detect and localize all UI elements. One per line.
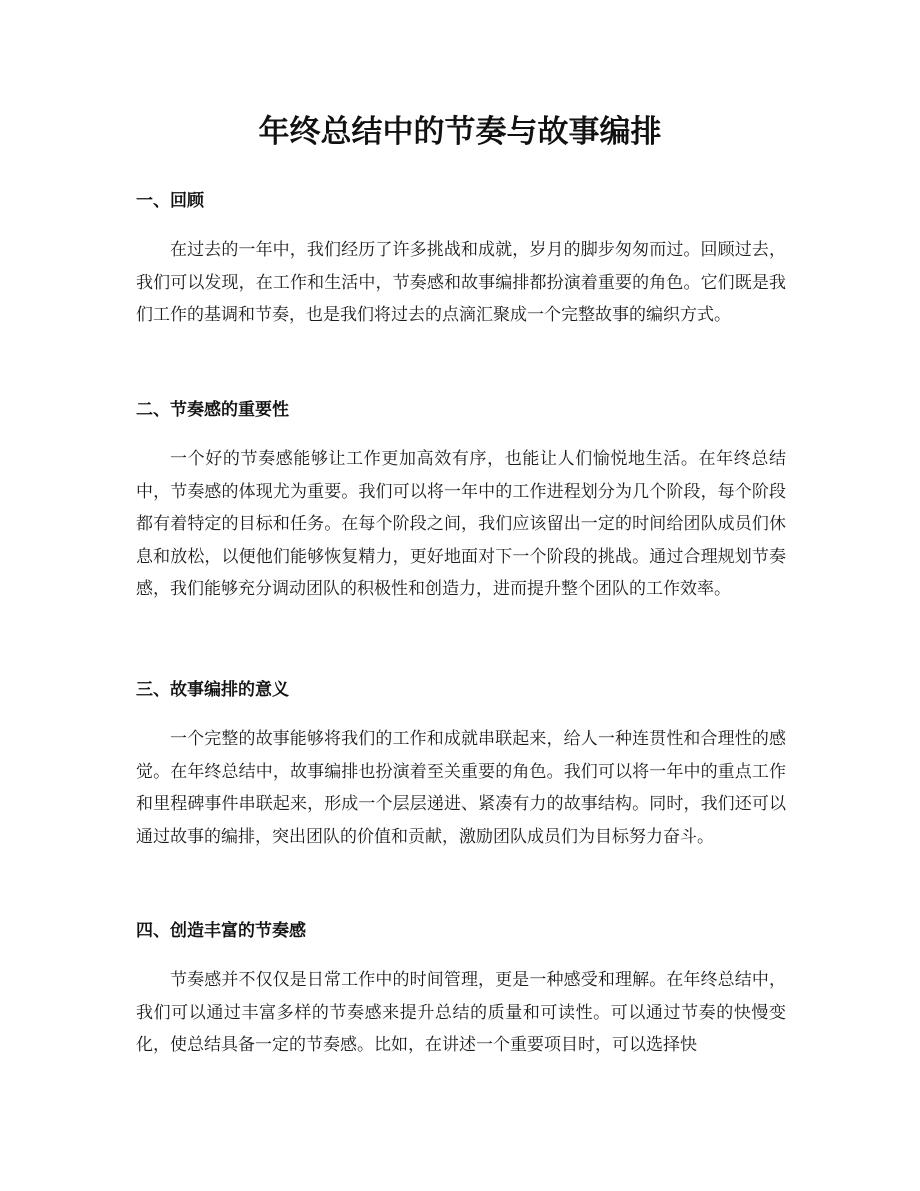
section-heading-create-rhythm: 四、创造丰富的节奏感 bbox=[136, 921, 306, 941]
section-paragraph-rhythm-importance: 一个好的节奏感能够让工作更加高效有序，也能让人们愉悦地生活。在年终总结中，节奏感的体现尤为重要。我们可以将一年中的工作进程划分为几个阶段，每个阶段都有着特定的目标和任务。在每个阶段之间，我们应该留出一定的时间给团队成员们休息和放松，以便他们能够恢复精力，更好地面对下一个阶段的挑战。通过合理规划节奏感，我们能够充分调动团队的积极性和创造力，进而提升整个团队的工作效率。 bbox=[136, 449, 786, 599]
section-heading-rhythm-importance: 二、节奏感的重要性 bbox=[136, 400, 289, 420]
section-paragraph-review: 在过去的一年中，我们经历了许多挑战和成就，岁月的脚步匆匆而过。回顾过去，我们可以发现，在工作和生活中，节奏感和故事编排都扮演着重要的角色。它们既是我们工作的基调和节奏，也是我们将过去的点滴汇聚成一个完整故事的编织方式。 bbox=[136, 240, 786, 325]
section-heading-story-meaning: 三、故事编排的意义 bbox=[136, 680, 289, 700]
document-title: 年终总结中的节奏与故事编排 bbox=[258, 114, 662, 150]
section-heading-review: 一、回顾 bbox=[136, 191, 204, 211]
section-paragraph-create-rhythm: 节奏感并不仅仅是日常工作中的时间管理，更是一种感受和理解。在年终总结中，我们可以通过丰富多样的节奏感来提升总结的质量和可读性。可以通过节奏的快慢变化，使总结具备一定的节奏感。比如，在讲述一个重要项目时，可以选择快 bbox=[136, 970, 786, 1055]
section-paragraph-story-meaning: 一个完整的故事能够将我们的工作和成就串联起来，给人一种连贯性和合理性的感觉。在年终总结中，故事编排也扮演着至关重要的角色。我们可以将一年中的重点工作和里程碑事件串联起来，形成一个层层递进、紧凑有力的故事结构。同时，我们还可以通过故事的编排，突出团队的价值和贡献，激励团队成员们为目标努力奋斗。 bbox=[136, 729, 786, 847]
